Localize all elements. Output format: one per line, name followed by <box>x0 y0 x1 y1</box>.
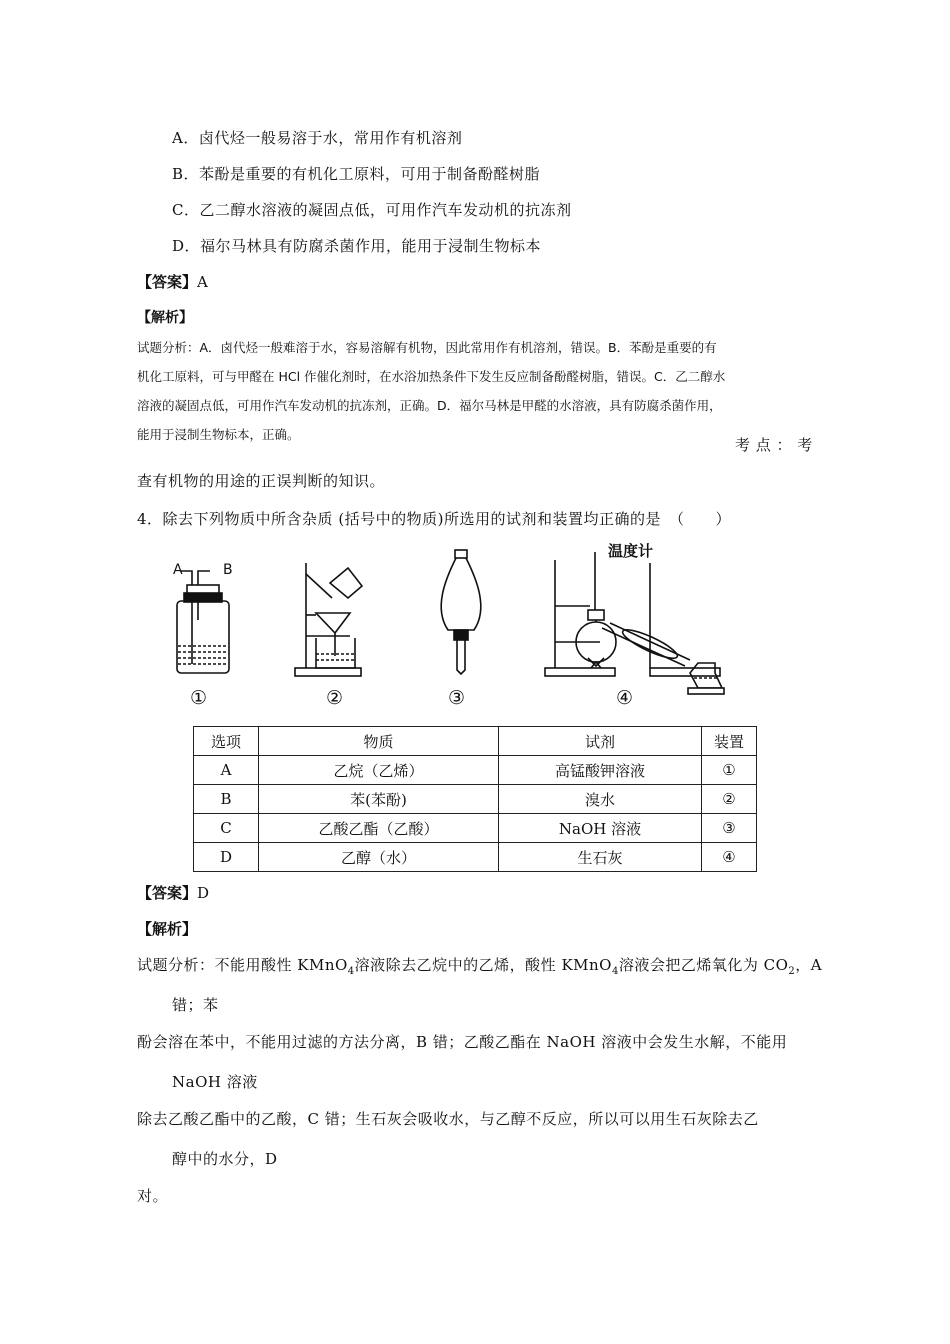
apparatus-number-1: ① <box>190 687 208 709</box>
table-header-cell: 装置 <box>702 727 757 756</box>
analysis-q4-line-2: 错；苯 <box>172 996 219 1014</box>
subscript: 2 <box>788 966 796 977</box>
analysis-q4-line-1 <box>137 954 822 977</box>
option-d: D．福尔马林具有防腐杀菌作用，能用于浸制生物标本 <box>172 237 542 255</box>
table-cell: ① <box>702 756 757 785</box>
option-a: A．卤代烃一般易溶于水，常用作有机溶剂 <box>172 129 463 147</box>
analysis-label-q3: 【解析】 <box>137 310 193 326</box>
analysis-q4-line-5: 除去乙酸乙酯中的乙酸，C 错；生石灰会吸收水，与乙醇不反应，所以可以用生石灰除去乙 <box>137 1110 759 1128</box>
table-cell: 乙醇（水） <box>259 843 499 872</box>
table-cell: 乙烷（乙烯） <box>259 756 499 785</box>
option-c: C．乙二醇水溶液的凝固点低，可用作汽车发动机的抗冻剂 <box>172 201 572 219</box>
analysis-line-3: 溶液的凝固点低，可用作汽车发动机的抗冻剂，正确。D．福尔马林是甲醛的水溶液，具有防腐杀菌作用， <box>137 398 722 413</box>
subscript: 4 <box>611 966 619 977</box>
apparatus-figure <box>150 538 740 710</box>
table-cell: 高锰酸钾溶液 <box>499 756 702 785</box>
analysis-q4-text: 溶液除去乙烷中的乙烯，酸性 KMnO <box>354 956 612 974</box>
table-cell: D <box>194 843 259 872</box>
thermometer-label: 温度计 <box>608 542 654 560</box>
analysis-line-1: 试题分析：A．卤代烃一般难溶于水，容易溶解有机物，因此常用作有机溶剂，错误。B．苯酚是重要的有 <box>137 340 717 355</box>
apparatus-number-4: ④ <box>616 687 634 709</box>
table-row <box>194 756 757 785</box>
table-cell: 溴水 <box>499 785 702 814</box>
answer-q3 <box>137 271 208 292</box>
bottle-label-a: A <box>173 562 183 578</box>
apparatus-number-2: ② <box>326 687 344 709</box>
answer-label: 【答案】 <box>137 884 198 902</box>
table-header-row <box>194 727 757 756</box>
answer-q4 <box>137 882 209 903</box>
gas-washing-bottle-icon <box>177 571 229 673</box>
analysis-q4-text: ，A <box>795 956 823 974</box>
separatory-funnel-icon <box>441 550 481 674</box>
answer-label: 【答案】 <box>137 273 198 291</box>
kaodian-text: 查有机物的用途的正误判断的知识。 <box>137 472 386 490</box>
table-cell: ④ <box>702 843 757 872</box>
table-cell: 生石灰 <box>499 843 702 872</box>
analysis-line-4: 能用于浸制生物标本，正确。 <box>137 427 300 442</box>
analysis-q4-text: 试题分析：不能用酸性 KMnO <box>137 956 348 974</box>
bottle-label-b: B <box>223 562 233 578</box>
table-header-cell: 试剂 <box>499 727 702 756</box>
analysis-q4-line-4: NaOH 溶液 <box>172 1073 258 1091</box>
table-cell: B <box>194 785 259 814</box>
analysis-line-2: 机化工原料，可与甲醛在 HCl 作催化剂时，在水浴加热条件下发生反应制备酚醛树脂，错误。C．乙二醇水 <box>137 369 726 384</box>
question-4-stem: 4．除去下列物质中所含杂质 (括号中的物质)所选用的试剂和装置均正确的是 （ ） <box>137 510 732 528</box>
table-row <box>194 785 757 814</box>
analysis-q4-line-3: 酚会溶在苯中，不能用过滤的方法分离，B 错；乙酸乙酯在 NaOH 溶液中会发生水解，不能用 <box>137 1033 788 1051</box>
analysis-label-q4: 【解析】 <box>137 920 198 938</box>
subscript: 4 <box>347 966 355 977</box>
table-row <box>194 814 757 843</box>
table-cell: A <box>194 756 259 785</box>
analysis-q4-line-6: 醇中的水分，D <box>172 1150 278 1168</box>
table-cell: ③ <box>702 814 757 843</box>
analysis-q4-text: 溶液会把乙烯氧化为 CO <box>618 956 789 974</box>
table-cell: C <box>194 814 259 843</box>
apparatus-number-3: ③ <box>448 687 466 709</box>
kaodian-label: 考 点 ： 考 <box>735 436 813 454</box>
filtration-apparatus-icon <box>295 563 362 676</box>
options-table <box>193 726 757 872</box>
table-cell: 苯(苯酚) <box>259 785 499 814</box>
distillation-apparatus-icon <box>545 552 724 694</box>
option-b: B．苯酚是重要的有机化工原料，可用于制备酚醛树脂 <box>172 165 541 183</box>
table-row <box>194 843 757 872</box>
table-cell: ② <box>702 785 757 814</box>
analysis-q4-line-7: 对。 <box>137 1187 169 1205</box>
table-cell: NaOH 溶液 <box>499 814 702 843</box>
answer-value: A <box>197 273 208 291</box>
table-header-cell: 选项 <box>194 727 259 756</box>
answer-value: D <box>197 884 210 902</box>
table-header-cell: 物质 <box>259 727 499 756</box>
table-cell: 乙酸乙酯（乙酸） <box>259 814 499 843</box>
